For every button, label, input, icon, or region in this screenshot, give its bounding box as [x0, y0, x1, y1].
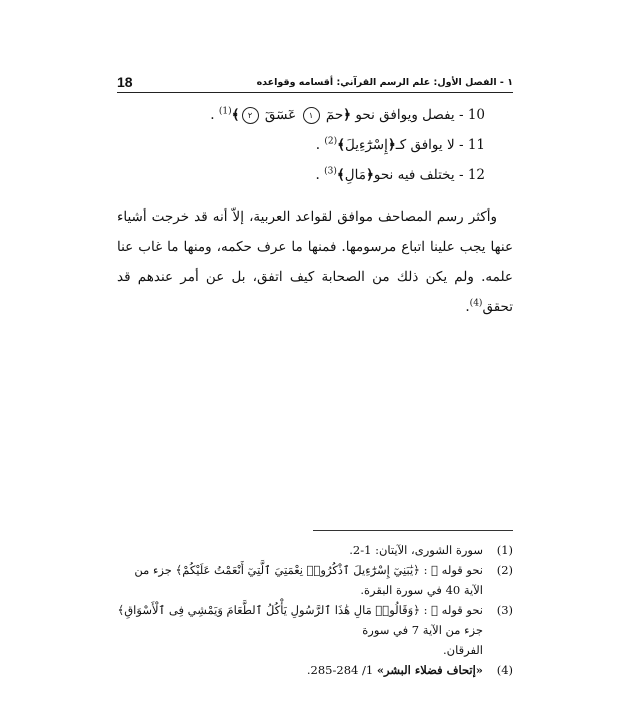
footnote-4: [117, 660, 513, 680]
footnote-text: سورة الشورى، الآيتان: 1-2.: [349, 543, 483, 557]
footnotes: [117, 540, 513, 680]
list-item-10: [117, 100, 513, 130]
item-number: 12 -: [458, 167, 485, 183]
ayah-number-marker: ١: [303, 107, 320, 124]
quran-word: إِسْرَٰٓءِيلَ: [345, 137, 388, 153]
footnote-text: نحو قوله ﷻ : ﴿وَقَالُوا۟ مَالِ هَٰذَا ٱلرَّسُولِ يَأْكُلُ ٱلطَّعَامَ وَيَمْشِي فِى ٱلْأَسْوَاقِ﴾ جزء من الآية 7 في سورة: [117, 603, 483, 637]
footnote-1: [117, 540, 513, 560]
footnote-number: (4): [496, 663, 513, 677]
page-number: 18: [117, 74, 133, 90]
footnote-2: [117, 560, 513, 600]
footnote-number: (1): [496, 543, 513, 557]
item-number: 10 -: [458, 107, 485, 123]
quran-word: مَالِ: [344, 167, 366, 183]
item-text: يختلف فيه نحو: [373, 167, 455, 183]
ayah-number-marker: ٢: [242, 107, 259, 124]
quran-open-bracket: ﴿: [387, 137, 396, 153]
footnote-ref[interactable]: (2): [324, 136, 338, 147]
sentence-end: .: [465, 299, 470, 315]
main-text: [117, 100, 513, 322]
quran-open-bracket: ﴿: [343, 107, 352, 123]
running-title: ١ - الفصل الأول: علم الرسم القرآني: أقسامه وقواعده: [256, 76, 513, 88]
footnote-text: [117, 660, 483, 680]
list-item-11: [117, 130, 513, 160]
page-header: [117, 72, 513, 92]
sentence-end: .: [315, 137, 321, 153]
footnote-number: (3): [496, 603, 513, 617]
sentence-end: .: [210, 107, 215, 123]
footnote-3: [117, 600, 513, 640]
source-pages: 1/ 284-285.: [306, 663, 377, 677]
quran-close-bracket: ﴾: [231, 107, 240, 123]
footnote-number: (2): [496, 563, 513, 577]
quran-word: حمٓ: [325, 107, 344, 123]
item-number: 11 -: [458, 137, 485, 153]
footnote-separator: [313, 530, 513, 531]
source-title: «إتحاف فضلاء البشر»: [376, 663, 483, 677]
sentence-end: .: [315, 167, 320, 183]
quran-word: عٓسٓقٓ: [264, 107, 297, 123]
footnote-text: نحو قوله ﷻ : ﴿يَٰبَنِيٓ إِسْرَٰٓءِيلَ ٱذْكُرُوا۟ نِعْمَتِيَ ٱلَّتِيٓ أَنْعَمْتُ عَلَيْكُمْ﴾ جزء من الآية 40 في سورة البقرة.: [134, 563, 483, 597]
list-item-12: [117, 160, 513, 190]
footnote-3-continuation: الفرقان.: [443, 643, 483, 657]
quran-close-bracket: ﴾: [336, 167, 345, 183]
footnote-ref[interactable]: (4): [469, 298, 483, 309]
item-text: لا يوافق كـ: [395, 137, 455, 153]
footnote-ref[interactable]: (3): [324, 166, 337, 177]
paragraph-text: وأكثر رسم المصاحف موافق لقواعد العربية، إلاّ أنه قد خرجت أشياء عنها يجب علينا اتباع مرسومها. فمنها ما عرف حكمه، ومنها ما غاب عنا علمه. ولم يكن ذلك من الصحابة كيف اتفق، بل عن أمر عندهم قد تحقق: [117, 209, 513, 315]
header-rule: [117, 92, 513, 93]
item-text: يفصل ويوافق نحو: [355, 107, 455, 123]
footnote-ref[interactable]: (1): [218, 106, 232, 117]
quran-open-bracket: ﴿: [365, 167, 374, 183]
quran-close-bracket: ﴾: [337, 137, 346, 153]
body-paragraph: [117, 202, 513, 322]
